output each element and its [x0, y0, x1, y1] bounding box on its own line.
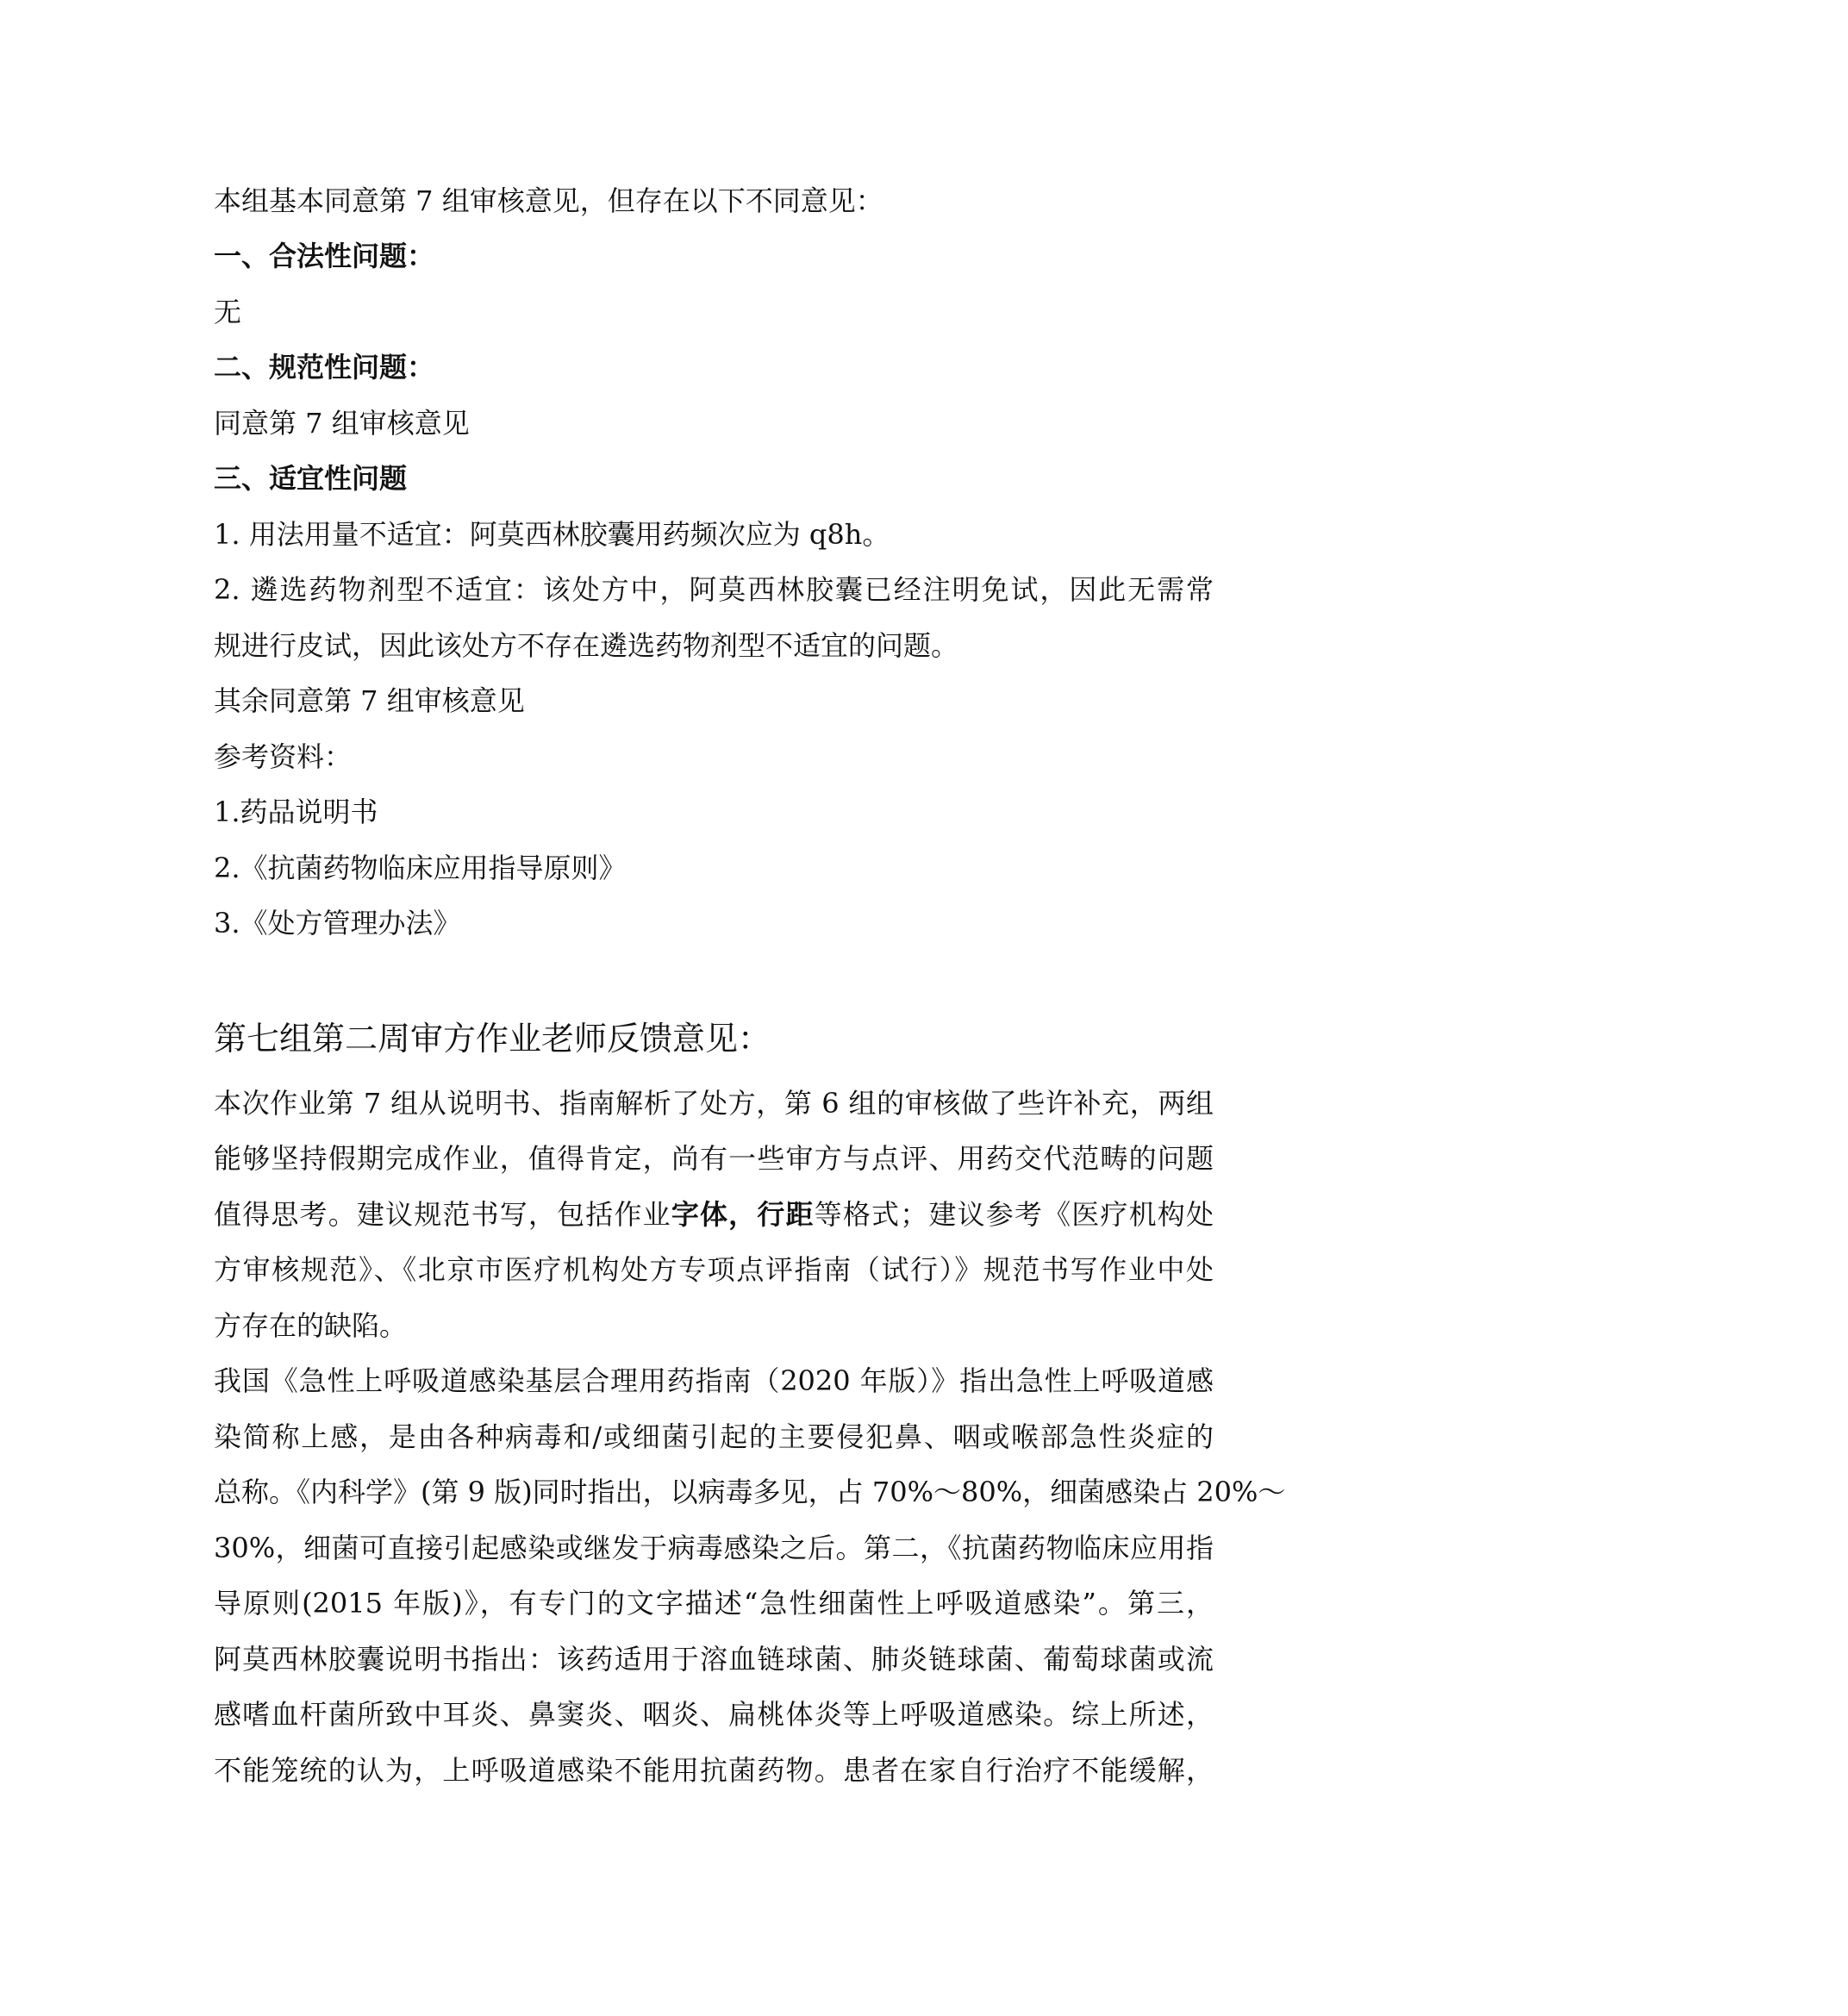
reference-item: 1.药品说明书 [214, 796, 378, 828]
feedback-p2-line-4: 30%，细菌可直接引起感染或继发于病毒感染之后。第二，《抗菌药物临床应用指 [214, 1532, 1214, 1564]
section-standard-body: 同意第 7 组审核意见 [214, 407, 470, 440]
suitability-item-2-line-2: 规进行皮试，因此该处方不存在遴选药物剂型不适宜的问题。 [214, 629, 959, 662]
suitability-item-2-line-1: 2. 遴选药物剂型不适宜：该处方中，阿莫西林胶囊已经注明免试，因此无需常 [214, 573, 1214, 606]
feedback-p1-line-3 [214, 1197, 1214, 1232]
feedback-p1-line-3-bold: 字体，行距 [671, 1198, 815, 1231]
feedback-p1-line-3-b: 等格式；建议参考《医疗机构处 [814, 1198, 1214, 1231]
reference-item: 2.《抗菌药物临床应用指导原则》 [214, 852, 627, 884]
feedback-p2-line-6: 阿莫西林胶囊说明书指出：该药适用于溶血链球菌、肺炎链球菌、葡萄球菌或流 [214, 1643, 1214, 1676]
feedback-p2-line-8: 不能笼统的认为，上呼吸道感染不能用抗菌药物。患者在家自行治疗不能缓解， [214, 1754, 1214, 1787]
feedback-p1-line-5: 方存在的缺陷。 [214, 1309, 408, 1342]
feedback-p1-line-2: 能够坚持假期完成作业，值得肯定，尚有一些审方与点评、用药交代范畴的问题 [214, 1142, 1214, 1175]
feedback-p2-line-2: 染简称上感，是由各种病毒和/或细菌引起的主要侵犯鼻、咽或喉部急性炎症的 [214, 1420, 1214, 1453]
feedback-p2-line-1: 我国《急性上呼吸道感染基层合理用药指南（2020 年版）》指出急性上呼吸道感 [214, 1364, 1214, 1397]
references-title: 参考资料： [214, 740, 353, 773]
review-intro: 本组基本同意第 7 组审核意见，但存在以下不同意见： [214, 184, 883, 217]
section-legality-body: 无 [214, 296, 242, 328]
feedback-p1-line-3-a: 值得思考。建议规范书写，包括作业 [214, 1198, 671, 1231]
section-suitability-title: 三、适宜性问题 [214, 462, 408, 495]
review-rest: 其余同意第 7 组审核意见 [214, 684, 525, 717]
suitability-item-1: 1. 用法用量不适宜：阿莫西林胶囊用药频次应为 q8h。 [214, 518, 890, 551]
feedback-p1-line-4: 方审核规范》、《北京市医疗机构处方专项点评指南（试行）》规范书写作业中处 [214, 1253, 1214, 1286]
reference-item: 3.《处方管理办法》 [214, 907, 461, 939]
section-standard-title: 二、规范性问题： [214, 351, 435, 384]
feedback-p2-line-3: 总称。《内科学》(第 9 版)同时指出，以病毒多见，占 70%～80%，细菌感染占 20%～ [214, 1476, 1286, 1508]
feedback-title: 第七组第二周审方作业老师反馈意见： [214, 1020, 771, 1058]
feedback-p1-line-1: 本次作业第 7 组从说明书、指南解析了处方，第 6 组的审核做了些许补充，两组 [214, 1087, 1214, 1120]
feedback-p2-line-7: 感嗜血杆菌所致中耳炎、鼻窦炎、咽炎、扁桃体炎等上呼吸道感染。综上所述， [214, 1698, 1214, 1731]
feedback-p2-line-5: 导原则(2015 年版)》，有专门的文字描述“急性细菌性上呼吸道感染”。第三， [214, 1587, 1214, 1620]
section-legality-title: 一、合法性问题： [214, 240, 435, 272]
